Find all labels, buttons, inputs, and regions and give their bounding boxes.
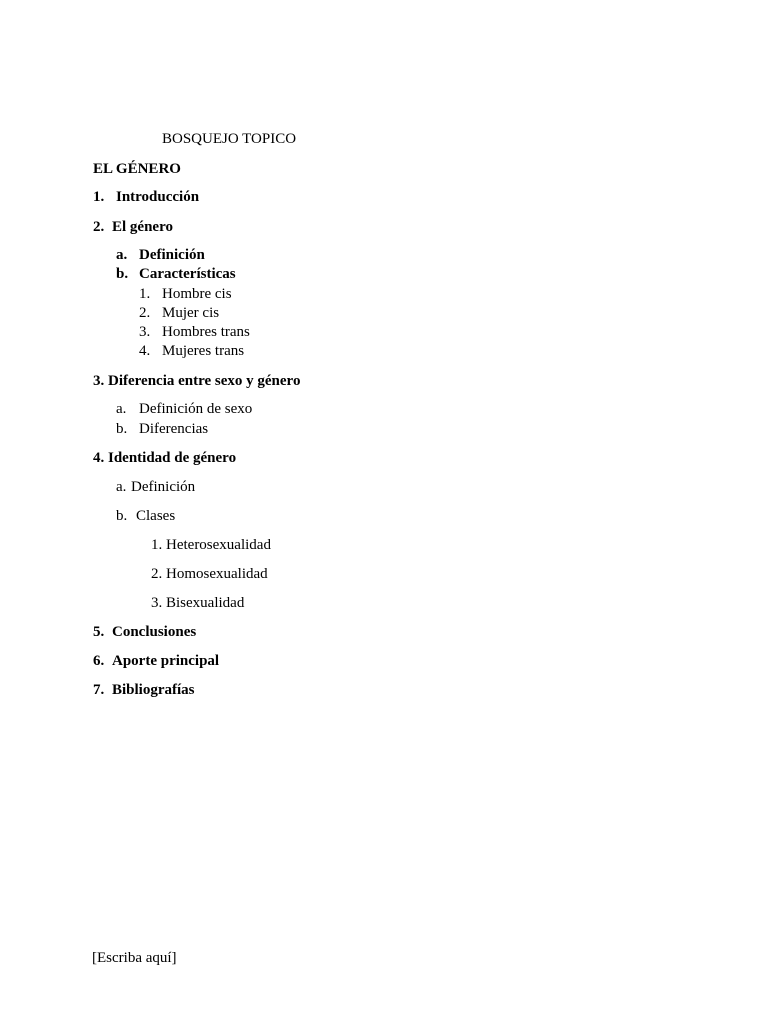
item-number: 3. <box>139 324 151 340</box>
item-number: a. <box>116 479 127 495</box>
outline-item-1 <box>93 188 199 206</box>
item-label: Mujeres trans <box>162 343 245 359</box>
item-label: Definición <box>131 479 196 495</box>
outline-item-2a <box>116 246 205 264</box>
item-number: b. <box>116 421 128 437</box>
item-number: 2. <box>139 305 151 321</box>
item-label: Definición de sexo <box>139 401 253 417</box>
item-number: 2. <box>151 566 163 582</box>
item-number: 1. <box>139 286 151 302</box>
outline-item-4b1 <box>151 536 271 554</box>
item-label: Hombre cis <box>162 286 232 302</box>
outline-item-2b1 <box>139 285 232 303</box>
item-number: 1. <box>151 537 163 553</box>
item-label: Identidad de género <box>108 450 237 466</box>
item-number: 4. <box>93 450 105 466</box>
outline-item-4b <box>116 507 175 525</box>
document-title: BOSQUEJO TOPICO <box>162 131 297 147</box>
outline-item-5 <box>93 623 196 641</box>
outline-item-2b <box>116 265 236 283</box>
item-label: Aporte principal <box>112 653 220 669</box>
item-number: 3. <box>151 595 163 611</box>
item-label: Clases <box>136 508 176 524</box>
item-label: Homosexualidad <box>166 566 268 582</box>
outline-item-2b3 <box>139 323 250 341</box>
item-number: 6. <box>93 653 105 669</box>
item-label: Características <box>139 266 236 282</box>
item-number: 3. <box>93 373 105 389</box>
item-number: 5. <box>93 624 105 640</box>
outline-item-4b3 <box>151 594 244 612</box>
item-label: Hombres trans <box>162 324 250 340</box>
item-label: Bisexualidad <box>166 595 245 611</box>
item-number: 7. <box>93 682 105 698</box>
outline-item-6 <box>93 652 219 670</box>
outline-item-4a <box>116 478 195 496</box>
item-label: Heterosexualidad <box>166 537 271 553</box>
item-number: 2. <box>93 219 105 235</box>
outline-item-2 <box>93 218 173 236</box>
outline-item-3b <box>116 420 208 438</box>
document-subject: EL GÉNERO <box>93 161 181 177</box>
item-number: b. <box>116 266 129 282</box>
item-label: El género <box>112 219 173 235</box>
item-label: Diferencias <box>139 421 209 437</box>
outline-item-2b4 <box>139 342 244 360</box>
item-label: Mujer cis <box>162 305 220 321</box>
item-number: 1. <box>93 189 105 205</box>
outline-item-4b2 <box>151 565 268 583</box>
item-number: a. <box>116 401 127 417</box>
item-number: b. <box>116 508 128 524</box>
item-label: Diferencia entre sexo y género <box>108 373 301 389</box>
footer-placeholder[interactable]: [Escriba aquí] <box>92 950 177 966</box>
outline-item-3a <box>116 400 252 418</box>
item-number: a. <box>116 247 128 263</box>
item-label: Bibliografías <box>112 682 195 698</box>
outline-item-4 <box>93 449 236 467</box>
item-label: Introducción <box>116 189 200 205</box>
outline-item-7 <box>93 681 195 699</box>
item-number: 4. <box>139 343 151 359</box>
outline-item-3 <box>93 372 300 390</box>
item-label: Definición <box>139 247 205 263</box>
item-label: Conclusiones <box>112 624 197 640</box>
outline-item-2b2 <box>139 304 219 322</box>
